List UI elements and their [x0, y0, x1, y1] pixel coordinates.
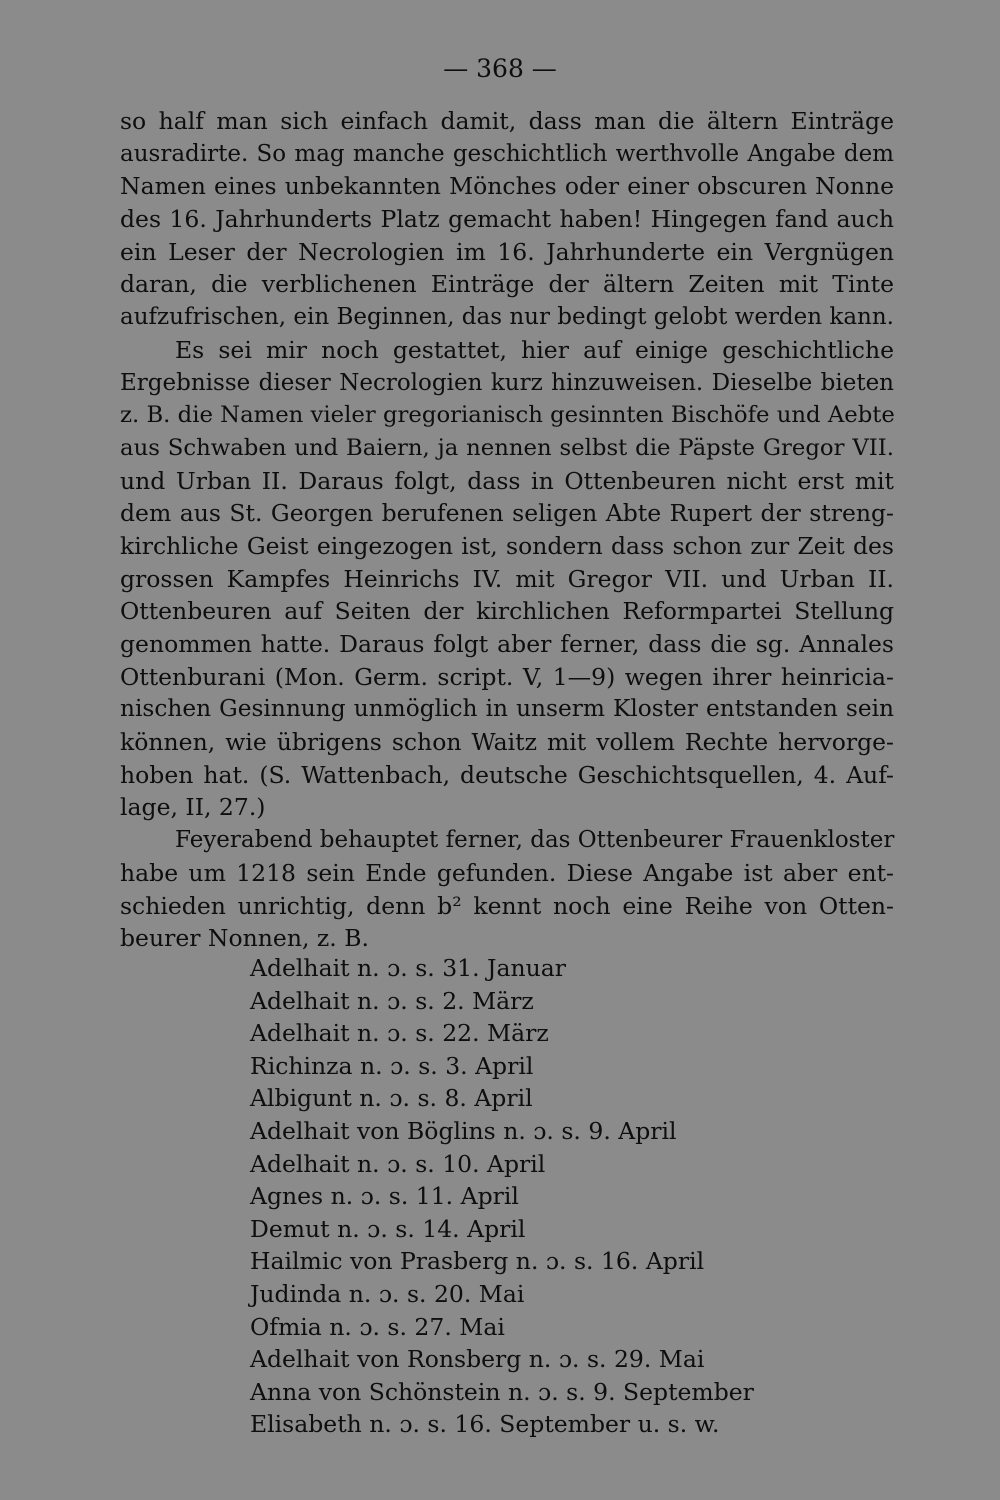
- list-item: Elisabeth n. ɔ. s. 16. September u. s. w.: [250, 1410, 720, 1439]
- text-line: grossen Kampfes Heinrichs IV. mit Gregor VII. und Urban II.: [120, 564, 894, 593]
- text-line: des 16. Jahrhunderts Platz gemacht haben! Hingegen fand auch: [120, 205, 894, 234]
- text-line: ein Leser der Necrologien im 16. Jahrhunderte ein Vergnügen: [120, 237, 894, 266]
- text-line: schieden unrichtig, denn b² kennt noch eine Reihe von Otten-: [120, 891, 894, 920]
- text-line: habe um 1218 sein Ende gefunden. Diese Angabe ist aber ent-: [120, 858, 894, 887]
- text-line: so half man sich einfach damit, dass man die ältern Einträge: [120, 107, 894, 135]
- text-line: Namen eines unbekannten Mönches oder einer obscuren Nonne: [120, 172, 894, 201]
- page-number: — 368 —: [443, 54, 557, 83]
- text-line: Feyerabend behauptet ferner, das Ottenbeurer Frauenkloster: [175, 827, 895, 854]
- text-line: z. B. die Namen vieler gregorianisch gesinnten Bischöfe und Aebte: [120, 402, 895, 429]
- text-line: Ergebnisse dieser Necrologien kurz hinzuweisen. Dieselbe bieten: [120, 369, 894, 396]
- nun-list: [250, 952, 810, 1441]
- list-item: Albigunt n. ɔ. s. 8. April: [250, 1084, 533, 1113]
- list-item: Adelhait von Ronsberg n. ɔ. s. 29. Mai: [250, 1345, 705, 1374]
- text-line: nischen Gesinnung unmöglich in unserm Kloster entstanden sein: [120, 695, 894, 723]
- list-item: Agnes n. ɔ. s. 11. April: [250, 1182, 519, 1211]
- text-line: hoben hat. (S. Wattenbach, deutsche Geschichtsquellen, 4. Auf-: [120, 760, 894, 789]
- list-item: Adelhait von Böglins n. ɔ. s. 9. April: [250, 1116, 677, 1145]
- list-item: Anna von Schönstein n. ɔ. s. 9. September: [250, 1377, 754, 1406]
- list-item: Adelhait n. ɔ. s. 31. Januar: [250, 954, 566, 982]
- body-text: [120, 105, 894, 955]
- text-line: aufzufrischen, ein Beginnen, das nur bedingt gelobt werden kann.: [120, 304, 894, 331]
- text-line: lage, II, 27.): [120, 793, 266, 822]
- list-item: Adelhait n. ɔ. s. 2. März: [250, 986, 534, 1015]
- text-line: beurer Nonnen, z. B.: [120, 924, 369, 953]
- list-item: Demut n. ɔ. s. 14. April: [250, 1214, 526, 1243]
- list-item: Judinda n. ɔ. s. 20. Mai: [250, 1279, 525, 1308]
- list-item: Adelhait n. ɔ. s. 10. April: [250, 1149, 546, 1178]
- list-item: Adelhait n. ɔ. s. 22. März: [250, 1019, 549, 1048]
- text-line: Es sei mir noch gestattet, hier auf einige geschichtliche: [175, 335, 894, 364]
- text-line: ausradirte. So mag manche geschichtlich werthvolle Angabe dem: [120, 140, 894, 167]
- text-line: Ottenbeuren auf Seiten der kirchlichen Reformpartei Stellung: [120, 597, 894, 626]
- text-line: Ottenburani (Mon. Germ. script. V, 1—9) wegen ihrer heinricia-: [120, 662, 894, 691]
- list-item: Hailmic von Prasberg n. ɔ. s. 16. April: [250, 1247, 705, 1276]
- text-line: genommen hatte. Daraus folgt aber ferner, dass die sg. Annales: [120, 630, 894, 658]
- text-line: kirchliche Geist eingezogen ist, sondern dass schon zur Zeit des: [120, 531, 894, 560]
- text-line: aus Schwaben und Baiern, ja nennen selbst die Päpste Gregor VII.: [120, 434, 894, 461]
- text-line: können, wie übrigens schon Waitz mit vollem Rechte hervorge-: [120, 728, 894, 757]
- list-item: Ofmia n. ɔ. s. 27. Mai: [250, 1312, 505, 1341]
- text-line: daran, die verblichenen Einträge der ältern Zeiten mit Tinte: [120, 270, 894, 299]
- text-line: dem aus St. Georgen berufenen seligen Abte Rupert der streng-: [120, 499, 894, 528]
- text-line: und Urban II. Daraus folgt, dass in Ottenbeuren nicht erst mit: [120, 466, 894, 495]
- list-item: Richinza n. ɔ. s. 3. April: [250, 1051, 534, 1080]
